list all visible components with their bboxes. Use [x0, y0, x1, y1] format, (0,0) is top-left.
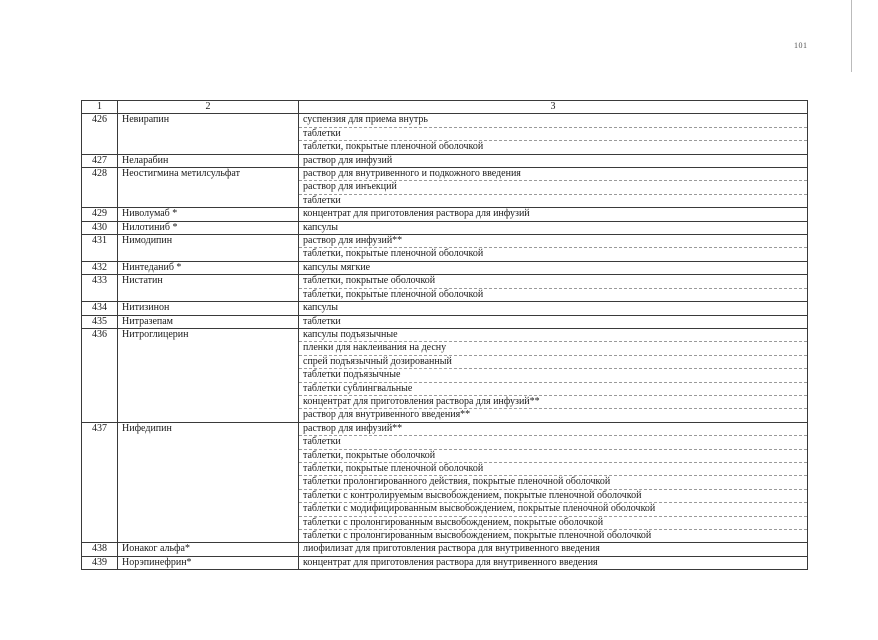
row-number: 426 [82, 114, 118, 127]
table-row [82, 369, 808, 382]
table-row [82, 503, 808, 516]
table-row [82, 194, 808, 207]
table-body [82, 114, 808, 570]
row-number-continued [82, 395, 118, 408]
medicines-table [81, 100, 808, 570]
table-row [82, 395, 808, 408]
row-number-continued [82, 503, 118, 516]
dosage-form: концентрат для приготовления раствора для инфузий [299, 208, 808, 221]
column-header-form: 3 [299, 101, 808, 114]
table-row [82, 235, 808, 248]
table-row [82, 489, 808, 502]
dosage-form: таблетки с пролонгированным высвобождением, покрытые пленочной оболочкой [299, 530, 808, 543]
row-number: 431 [82, 235, 118, 248]
row-number-continued [82, 194, 118, 207]
table-row [82, 436, 808, 449]
drug-name: Невирапин [118, 114, 299, 127]
dosage-form: таблетки с модифицированным высвобождением, покрытые пленочной оболочкой [299, 503, 808, 516]
table-row [82, 141, 808, 154]
drug-name: Нитизинон [118, 302, 299, 315]
dosage-form: таблетки с контролируемым высвобождением, покрытые пленочной оболочкой [299, 489, 808, 502]
dosage-form: таблетки, покрытые пленочной оболочкой [299, 248, 808, 261]
dosage-form: таблетки, покрытые оболочкой [299, 275, 808, 288]
row-number: 432 [82, 261, 118, 274]
table-row [82, 168, 808, 181]
row-number-continued [82, 409, 118, 422]
dosage-form: раствор для инфузий** [299, 235, 808, 248]
table-row [82, 382, 808, 395]
row-number: 435 [82, 315, 118, 328]
table-row [82, 462, 808, 475]
table-row [82, 355, 808, 368]
drug-name-continued [118, 181, 299, 194]
drug-name-continued [118, 382, 299, 395]
drug-name-continued [118, 516, 299, 529]
row-number-continued [82, 462, 118, 475]
table-row [82, 328, 808, 341]
dosage-form: таблетки [299, 436, 808, 449]
table-row [82, 409, 808, 422]
row-number-continued [82, 342, 118, 355]
row-number-continued [82, 288, 118, 301]
dosage-form: спрей подъязычный дозированный [299, 355, 808, 368]
drug-name: Неларабин [118, 154, 299, 167]
drug-name: Нистатин [118, 275, 299, 288]
table-row [82, 154, 808, 167]
row-number-continued [82, 516, 118, 529]
row-number-continued [82, 127, 118, 140]
row-number-continued [82, 355, 118, 368]
table-row [82, 248, 808, 261]
drug-name-continued [118, 449, 299, 462]
dosage-form: пленки для наклеивания на десну [299, 342, 808, 355]
drug-name: Неостигмина метилсульфат [118, 168, 299, 181]
row-number: 438 [82, 543, 118, 556]
column-header-name: 2 [118, 101, 299, 114]
row-number: 436 [82, 328, 118, 341]
row-number: 439 [82, 556, 118, 569]
drug-name-continued [118, 436, 299, 449]
table-row [82, 302, 808, 315]
drug-name: Ионаког альфа* [118, 543, 299, 556]
drug-name: Нилотиниб * [118, 221, 299, 234]
dosage-form: лиофилизат для приготовления раствора для внутривенного введения [299, 543, 808, 556]
row-number-continued [82, 449, 118, 462]
row-number: 433 [82, 275, 118, 288]
table-header-row [82, 101, 808, 114]
table-row [82, 530, 808, 543]
drug-name-continued [118, 462, 299, 475]
table-row [82, 315, 808, 328]
dosage-form: капсулы [299, 221, 808, 234]
table-row [82, 543, 808, 556]
drug-name-continued [118, 489, 299, 502]
row-number: 434 [82, 302, 118, 315]
drug-name-continued [118, 503, 299, 516]
table-row [82, 449, 808, 462]
dosage-form: раствор для инъекций [299, 181, 808, 194]
row-number: 429 [82, 208, 118, 221]
drug-name-continued [118, 194, 299, 207]
row-number-continued [82, 248, 118, 261]
table-row [82, 556, 808, 569]
page-number: 101 [794, 41, 808, 50]
dosage-form: раствор для инфузий** [299, 422, 808, 435]
drug-name-continued [118, 288, 299, 301]
table-row [82, 221, 808, 234]
table-row [82, 342, 808, 355]
dosage-form: таблетки подъязычные [299, 369, 808, 382]
row-number-continued [82, 530, 118, 543]
drug-name: Нитроглицерин [118, 328, 299, 341]
row-number-continued [82, 181, 118, 194]
row-number: 428 [82, 168, 118, 181]
drug-name-continued [118, 369, 299, 382]
table-row [82, 114, 808, 127]
drug-name: Нимодипин [118, 235, 299, 248]
dosage-form: капсулы подъязычные [299, 328, 808, 341]
row-number: 430 [82, 221, 118, 234]
drug-name: Норэпинефрин* [118, 556, 299, 569]
drug-name-continued [118, 476, 299, 489]
dosage-form: таблетки пролонгированного действия, покрытые пленочной оболочкой [299, 476, 808, 489]
row-number: 427 [82, 154, 118, 167]
table-row [82, 476, 808, 489]
drug-name: Нитразепам [118, 315, 299, 328]
drug-name-continued [118, 248, 299, 261]
row-number-continued [82, 476, 118, 489]
dosage-form: таблетки, покрытые пленочной оболочкой [299, 288, 808, 301]
drug-name: Нинтеданиб * [118, 261, 299, 274]
dosage-form: концентрат для приготовления раствора для внутривенного введения [299, 556, 808, 569]
drug-name-continued [118, 141, 299, 154]
row-number-continued [82, 382, 118, 395]
dosage-form: таблетки, покрытые пленочной оболочкой [299, 462, 808, 475]
drug-name-continued [118, 342, 299, 355]
dosage-form: концентрат для приготовления раствора для инфузий** [299, 395, 808, 408]
dosage-form: таблетки [299, 127, 808, 140]
table-row [82, 516, 808, 529]
dosage-form: таблетки, покрытые оболочкой [299, 449, 808, 462]
dosage-form: раствор для внутривенного введения** [299, 409, 808, 422]
table-row [82, 422, 808, 435]
dosage-form: капсулы [299, 302, 808, 315]
table-row [82, 181, 808, 194]
drug-name: Нифедипин [118, 422, 299, 435]
row-number-continued [82, 141, 118, 154]
table-row [82, 208, 808, 221]
drug-name-continued [118, 355, 299, 368]
row-number-continued [82, 436, 118, 449]
table-row [82, 288, 808, 301]
scan-edge-line [851, 0, 852, 72]
row-number: 437 [82, 422, 118, 435]
dosage-form: суспензия для приема внутрь [299, 114, 808, 127]
drug-name-continued [118, 127, 299, 140]
row-number-continued [82, 369, 118, 382]
dosage-form: таблетки [299, 194, 808, 207]
table-row [82, 261, 808, 274]
column-header-number: 1 [82, 101, 118, 114]
dosage-form: таблетки [299, 315, 808, 328]
dosage-form: раствор для инфузий [299, 154, 808, 167]
drug-name: Ниволумаб * [118, 208, 299, 221]
table-row [82, 127, 808, 140]
row-number-continued [82, 489, 118, 502]
table-row [82, 275, 808, 288]
dosage-form: таблетки с пролонгированным высвобождением, покрытые оболочкой [299, 516, 808, 529]
dosage-form: таблетки, покрытые пленочной оболочкой [299, 141, 808, 154]
dosage-form: таблетки сублингвальные [299, 382, 808, 395]
drug-name-continued [118, 409, 299, 422]
dosage-form: капсулы мягкие [299, 261, 808, 274]
drug-name-continued [118, 395, 299, 408]
drug-name-continued [118, 530, 299, 543]
dosage-form: раствор для внутривенного и подкожного введения [299, 168, 808, 181]
